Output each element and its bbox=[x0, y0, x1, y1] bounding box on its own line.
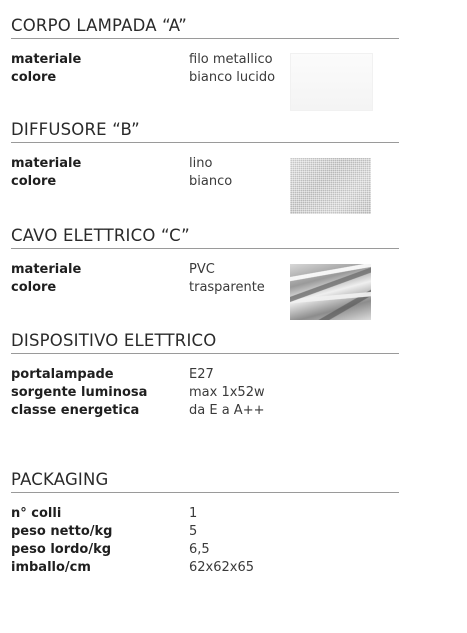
spec-value: PVC bbox=[189, 262, 215, 277]
spec-label: colore bbox=[11, 70, 57, 85]
section-title: PACKAGING bbox=[11, 468, 399, 493]
spec-label: n° colli bbox=[11, 506, 62, 521]
spec-value: 1 bbox=[189, 506, 198, 521]
spec-row bbox=[11, 523, 399, 541]
spec-value: filo metallico bbox=[189, 52, 273, 67]
spec-label: colore bbox=[11, 280, 57, 295]
material-swatch-linen bbox=[290, 158, 371, 214]
spec-label: materiale bbox=[11, 262, 82, 277]
spec-row bbox=[11, 366, 399, 384]
spec-rows bbox=[11, 505, 399, 577]
spec-label: sorgente luminosa bbox=[11, 385, 148, 400]
section-title: DIFFUSORE “B” bbox=[11, 118, 399, 143]
material-swatch-white-metal bbox=[290, 53, 373, 111]
spec-row bbox=[11, 541, 399, 559]
spec-label: peso netto/kg bbox=[11, 524, 113, 539]
spec-rows bbox=[11, 366, 399, 420]
spec-value: max 1x52w bbox=[189, 385, 265, 400]
spec-label: materiale bbox=[11, 156, 82, 171]
spec-value: lino bbox=[189, 156, 213, 171]
spec-label: peso lordo/kg bbox=[11, 542, 112, 557]
spec-label: imballo/cm bbox=[11, 560, 91, 575]
spec-value: trasparente bbox=[189, 280, 265, 295]
spec-row bbox=[11, 559, 399, 577]
section-packaging bbox=[11, 468, 399, 577]
spec-value: E27 bbox=[189, 367, 214, 382]
spec-value: 62x62x65 bbox=[189, 560, 255, 575]
spec-value: bianco lucido bbox=[189, 70, 276, 85]
spec-label: portalampade bbox=[11, 367, 114, 382]
section-dispositivo-elettrico bbox=[11, 329, 399, 420]
spec-value: da E a A++ bbox=[189, 403, 265, 418]
section-title: DISPOSITIVO ELETTRICO bbox=[11, 329, 399, 354]
spec-value: 6,5 bbox=[189, 542, 210, 557]
spec-row bbox=[11, 384, 399, 402]
spec-row bbox=[11, 402, 399, 420]
spec-label: classe energetica bbox=[11, 403, 140, 418]
spec-row bbox=[11, 505, 399, 523]
spec-value: bianco bbox=[189, 174, 233, 189]
section-title: CORPO LAMPADA “A” bbox=[11, 14, 399, 39]
material-swatch-pvc-cable bbox=[290, 264, 371, 320]
spec-label: materiale bbox=[11, 52, 82, 67]
section-title: CAVO ELETTRICO “C” bbox=[11, 224, 399, 249]
spec-label: colore bbox=[11, 174, 57, 189]
spec-value: 5 bbox=[189, 524, 198, 539]
